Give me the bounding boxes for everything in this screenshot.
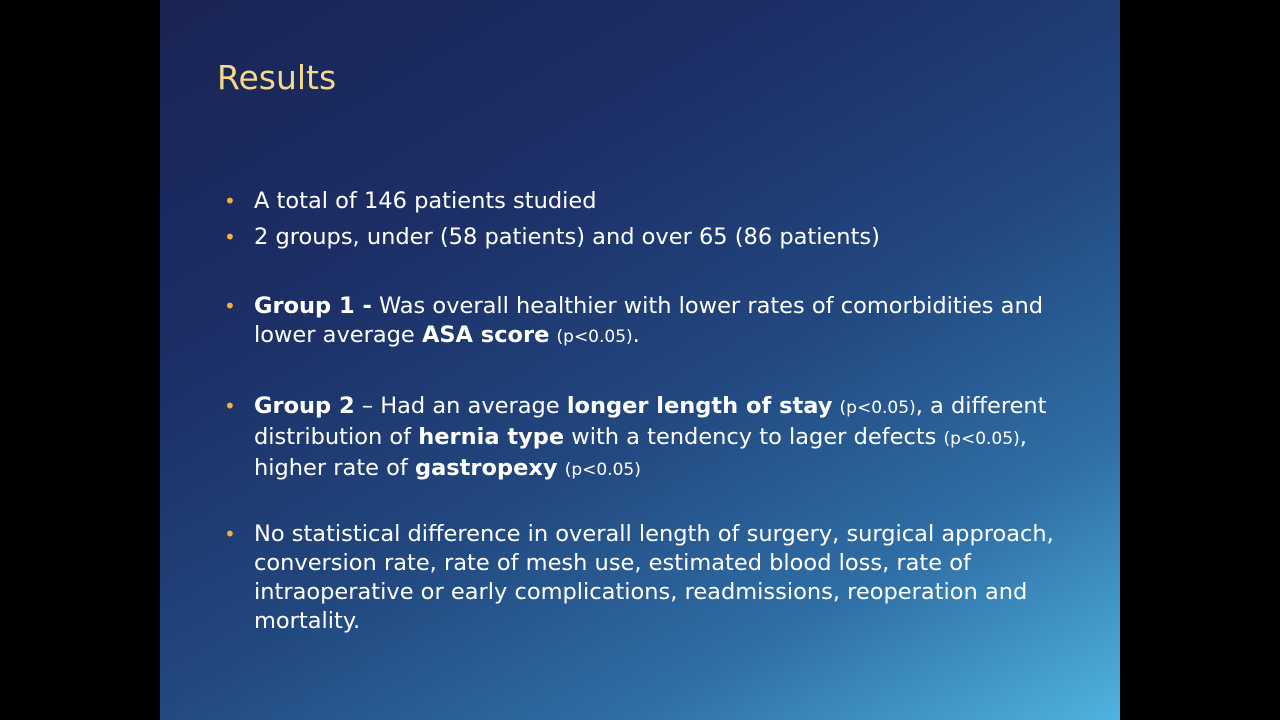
bullet-text: No statistical difference in overall length of surgery, surgical approach, conversion rate, rate of mesh use, estimated blood loss, rate of intraoperative or early complications, readmissions, reoperation and mortality. <box>254 521 1054 634</box>
key-term: ASA score <box>421 322 550 348</box>
bullet-text: Was overall healthier with lower rates of comorbidities and lower average <box>254 293 1044 348</box>
key-term: hernia type <box>418 424 565 450</box>
p-value: (p<0.05) <box>564 460 641 480</box>
bullet-text: , a different distribution of <box>254 393 1047 450</box>
bullet-text: – Had an average <box>354 393 567 419</box>
bullet-text: 2 groups, under (58 patients) and over 65 (86 patients) <box>254 224 880 250</box>
key-term: gastropexy <box>415 455 558 481</box>
p-value: (p<0.05) <box>943 429 1020 449</box>
group-label: Group 2 <box>254 393 355 419</box>
bullet-item-no-difference <box>224 520 1104 636</box>
bullet-text: A total of 146 patients studied <box>254 188 597 214</box>
presentation-slide <box>160 0 1120 720</box>
bullet-item-total-patients <box>224 187 1104 216</box>
group-label: Group 1 - <box>254 293 372 319</box>
bullet-item-groups <box>224 223 1104 252</box>
p-value: (p<0.05) <box>839 398 916 418</box>
bullet-text: with a tendency to lager defects <box>564 424 944 450</box>
slide-title: Results <box>217 58 337 97</box>
key-term: longer length of stay <box>566 393 833 419</box>
bullet-text: , higher rate of <box>254 424 1027 481</box>
p-value: (p<0.05) <box>556 327 633 347</box>
bullet-text: . <box>632 322 640 348</box>
bullet-item-group-1 <box>224 292 1104 352</box>
bullet-item-group-2 <box>224 392 1104 485</box>
